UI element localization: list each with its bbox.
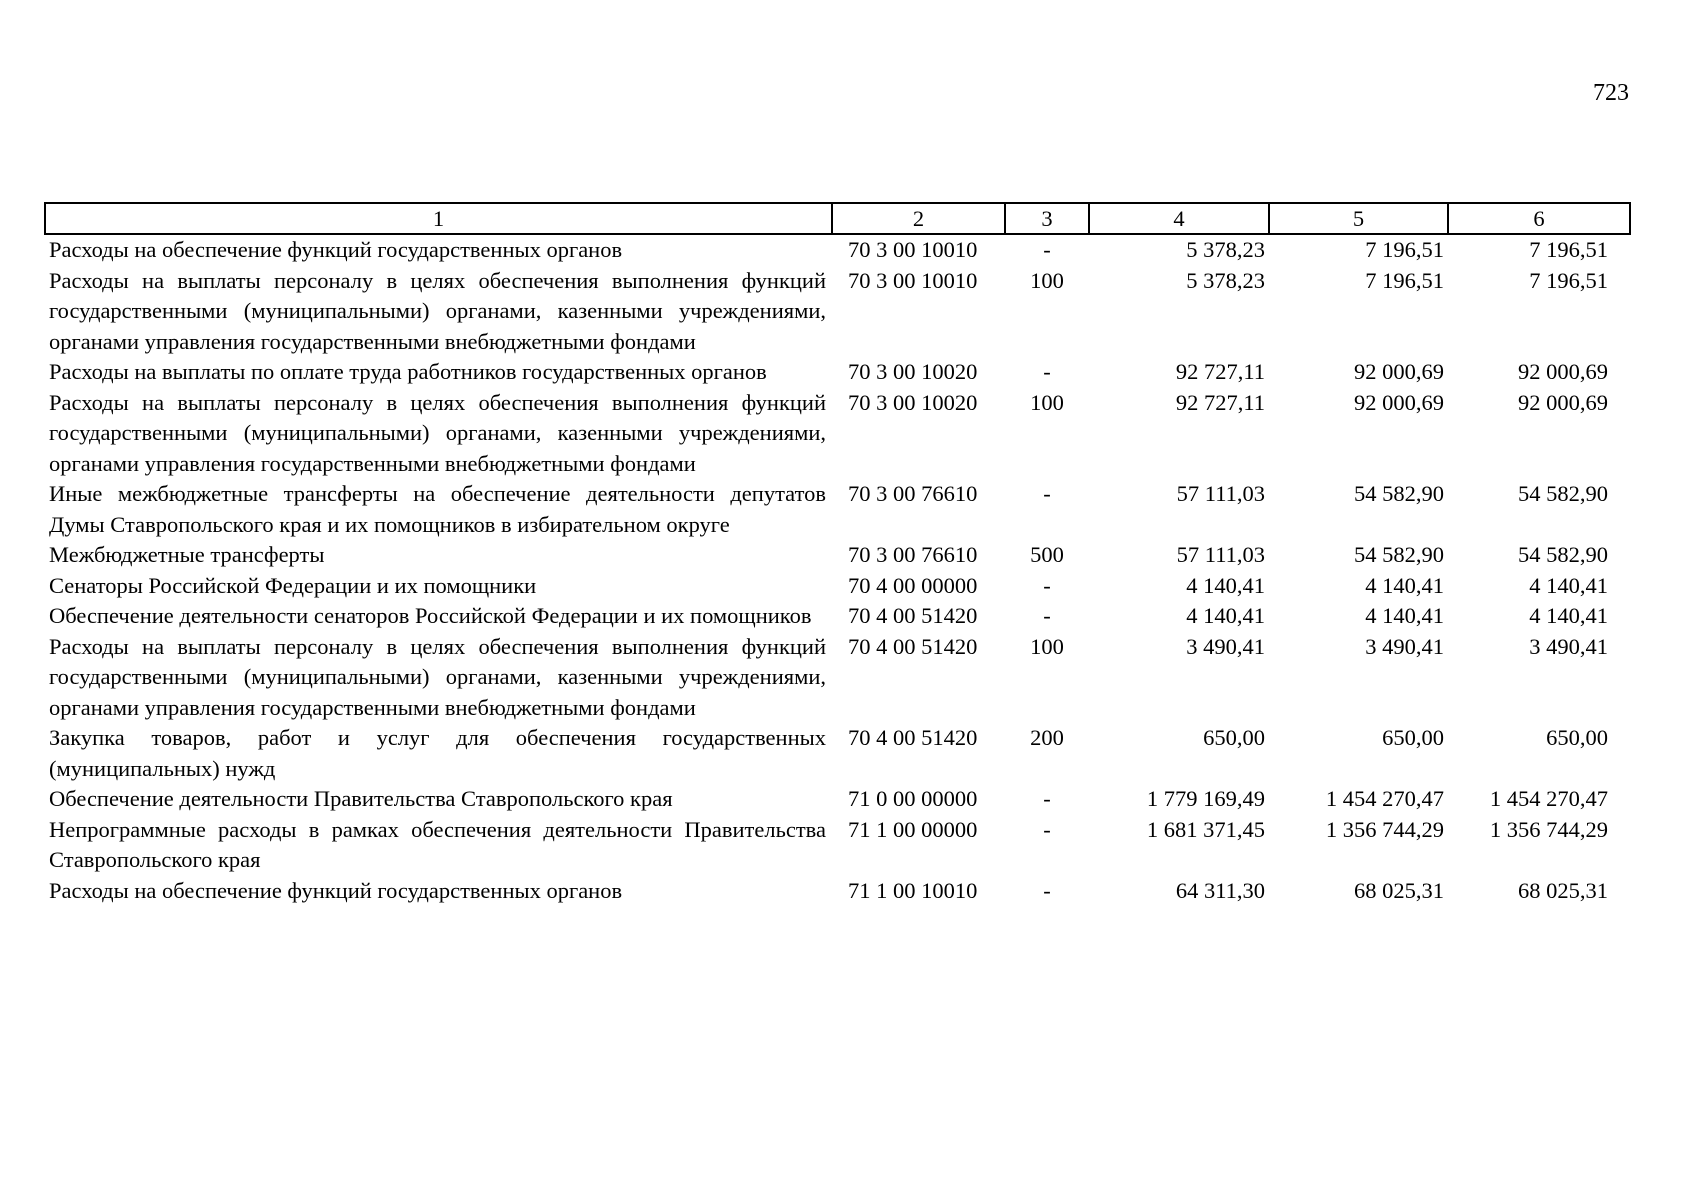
row-value-col6: 650,00 xyxy=(1546,725,1608,750)
row-code: 70 4 00 51420 xyxy=(848,633,978,659)
row-expense-type: 100 xyxy=(1030,389,1064,415)
row-code: 70 4 00 51420 xyxy=(848,725,978,750)
row-value-col5: 92 000,69 xyxy=(1354,359,1444,384)
header-col-1: 1 xyxy=(45,203,832,234)
table-row xyxy=(45,632,1630,724)
row-expense-type: 100 xyxy=(1030,267,1064,293)
table-header xyxy=(45,203,1630,234)
table-row xyxy=(45,357,1630,388)
row-value-col5: 54 582,90 xyxy=(1354,542,1444,567)
row-name: Расходы на обеспечение функций государственных органов xyxy=(49,877,623,903)
table-row xyxy=(45,540,1630,571)
row-value-col5: 92 000,69 xyxy=(1354,389,1444,415)
row-name: Расходы на выплаты персоналу в целях обеспечения выполнения функций государственными (муниципальными) органами, казенными учреждениями, органами управления государственными внебюджетными фондами xyxy=(49,389,826,476)
row-value-col4: 57 111,03 xyxy=(1176,542,1265,567)
row-value-col6: 4 140,41 xyxy=(1529,572,1608,598)
row-value-col5: 7 196,51 xyxy=(1365,267,1444,293)
budget-table xyxy=(44,202,1631,906)
row-name: Обеспечение деятельности сенаторов Российской Федерации и их помощников xyxy=(49,603,812,628)
header-col-5: 5 xyxy=(1269,203,1448,234)
table-row xyxy=(45,234,1630,266)
row-expense-type: - xyxy=(1043,816,1051,842)
row-code: 70 4 00 00000 xyxy=(848,572,978,598)
row-value-col5: 650,00 xyxy=(1382,725,1444,750)
row-name: Расходы на обеспечение функций государственных органов xyxy=(49,237,623,262)
table-row xyxy=(45,601,1630,632)
row-value-col4: 4 140,41 xyxy=(1186,603,1265,628)
table-row xyxy=(45,479,1630,540)
row-code: 70 3 00 76610 xyxy=(848,542,978,567)
row-value-col4: 5 378,23 xyxy=(1186,237,1265,262)
header-col-6: 6 xyxy=(1448,203,1630,234)
header-col-4: 4 xyxy=(1089,203,1269,234)
row-expense-type: - xyxy=(1043,359,1051,384)
page-number: 723 xyxy=(1593,80,1629,106)
row-value-col4: 1 779 169,49 xyxy=(1146,786,1265,811)
row-expense-type: 500 xyxy=(1030,542,1064,567)
row-expense-type: 200 xyxy=(1030,725,1064,750)
row-name: Сенаторы Российской Федерации и их помощники xyxy=(49,572,537,598)
table-row xyxy=(45,784,1630,815)
header-row xyxy=(45,203,1630,234)
row-value-col5: 68 025,31 xyxy=(1354,877,1444,903)
table-row xyxy=(45,723,1630,784)
row-name: Иные межбюджетные трансферты на обеспечение деятельности депутатов Думы Ставропольского края и их помощников в избирательном округе xyxy=(49,481,826,537)
row-expense-type: - xyxy=(1043,786,1051,811)
row-value-col6: 54 582,90 xyxy=(1518,481,1608,506)
row-value-col6: 4 140,41 xyxy=(1529,603,1608,628)
table-row xyxy=(45,571,1630,602)
row-expense-type: 100 xyxy=(1030,633,1064,659)
row-expense-type: - xyxy=(1043,877,1051,903)
table-row xyxy=(45,388,1630,480)
header-col-3: 3 xyxy=(1005,203,1089,234)
row-code: 71 1 00 00000 xyxy=(848,816,978,842)
row-value-col5: 4 140,41 xyxy=(1365,603,1444,628)
row-name: Расходы на выплаты персоналу в целях обеспечения выполнения функций государственными (муниципальными) органами, казенными учреждениями, органами управления государственными внебюджетными фондами xyxy=(49,267,826,354)
row-value-col4: 57 111,03 xyxy=(1176,481,1265,506)
row-value-col4: 1 681 371,45 xyxy=(1146,816,1265,842)
table-row xyxy=(45,266,1630,358)
row-value-col4: 92 727,11 xyxy=(1175,359,1265,384)
row-name: Межбюджетные трансферты xyxy=(49,542,325,567)
row-code: 70 3 00 10010 xyxy=(848,267,978,293)
row-expense-type: - xyxy=(1043,237,1051,262)
row-value-col6: 1 454 270,47 xyxy=(1489,786,1608,811)
row-value-col6: 54 582,90 xyxy=(1518,542,1608,567)
table-row xyxy=(45,876,1630,907)
row-value-col5: 3 490,41 xyxy=(1365,633,1444,659)
row-code: 70 3 00 76610 xyxy=(848,481,978,506)
row-value-col6: 92 000,69 xyxy=(1518,389,1608,415)
row-expense-type: - xyxy=(1043,572,1051,598)
row-value-col6: 1 356 744,29 xyxy=(1489,816,1608,842)
row-value-col6: 92 000,69 xyxy=(1518,359,1608,384)
row-value-col5: 1 454 270,47 xyxy=(1325,786,1444,811)
row-code: 70 3 00 10020 xyxy=(848,389,978,415)
row-name: Расходы на выплаты персоналу в целях обеспечения выполнения функций государственными (муниципальными) органами, казенными учреждениями, органами управления государственными внебюджетными фондами xyxy=(49,633,826,720)
row-value-col4: 64 311,30 xyxy=(1175,877,1265,903)
row-value-col5: 1 356 744,29 xyxy=(1325,816,1444,842)
row-code: 70 3 00 10020 xyxy=(848,359,978,384)
row-value-col5: 7 196,51 xyxy=(1365,237,1444,262)
table-body xyxy=(45,234,1630,906)
row-value-col5: 54 582,90 xyxy=(1354,481,1444,506)
row-expense-type: - xyxy=(1043,481,1051,506)
row-name: Расходы на выплаты по оплате труда работников государственных органов xyxy=(49,359,767,384)
row-value-col6: 7 196,51 xyxy=(1529,237,1608,262)
row-code: 71 0 00 00000 xyxy=(848,786,978,811)
row-expense-type: - xyxy=(1043,603,1051,628)
row-value-col4: 5 378,23 xyxy=(1186,267,1265,293)
row-value-col4: 650,00 xyxy=(1203,725,1265,750)
row-name: Закупка товаров, работ и услуг для обеспечения государственных (муниципальных) нужд xyxy=(49,725,826,781)
row-code: 71 1 00 10010 xyxy=(848,877,978,903)
row-name: Непрограммные расходы в рамках обеспечения деятельности Правительства Ставропольского края xyxy=(49,816,826,872)
row-code: 70 3 00 10010 xyxy=(848,237,978,262)
row-value-col4: 4 140,41 xyxy=(1186,572,1265,598)
row-value-col6: 7 196,51 xyxy=(1529,267,1608,293)
row-value-col5: 4 140,41 xyxy=(1365,572,1444,598)
row-name: Обеспечение деятельности Правительства Ставропольского края xyxy=(49,786,673,811)
row-value-col4: 3 490,41 xyxy=(1186,633,1265,659)
row-value-col6: 3 490,41 xyxy=(1529,633,1608,659)
row-value-col4: 92 727,11 xyxy=(1175,389,1265,415)
table-row xyxy=(45,815,1630,876)
header-col-2: 2 xyxy=(832,203,1005,234)
row-code: 70 4 00 51420 xyxy=(848,603,978,628)
row-value-col6: 68 025,31 xyxy=(1518,877,1608,903)
